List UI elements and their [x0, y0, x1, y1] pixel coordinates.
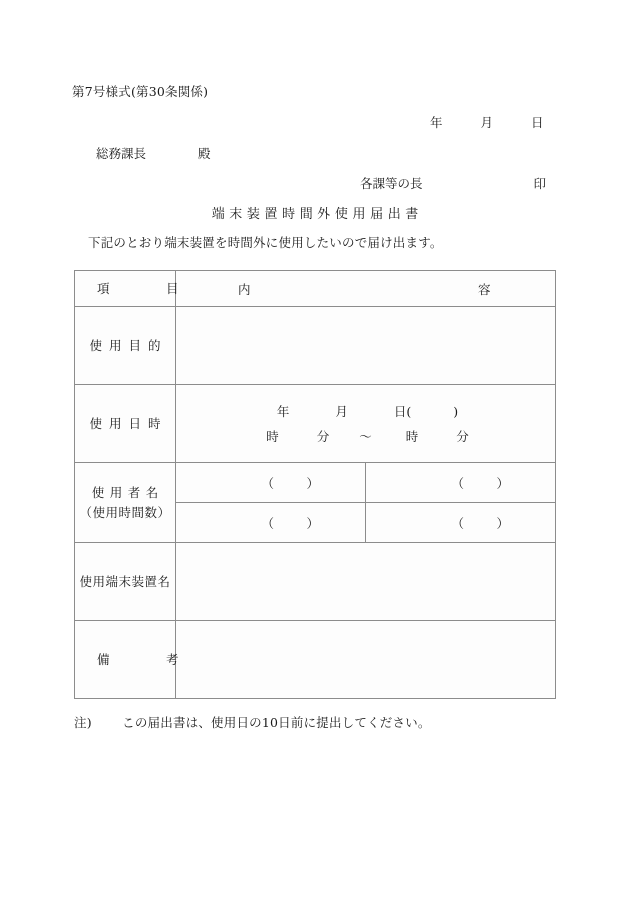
- footnote-text: この届出書は、使用日の10日前に提出してください。: [122, 715, 431, 730]
- addressee-title: 総務課長: [96, 146, 147, 161]
- user-paren-1-2: [366, 474, 555, 492]
- user-paren-2-2: [366, 514, 555, 532]
- date-year: 年: [430, 115, 443, 130]
- user-paren-1-1: [176, 474, 365, 492]
- label-user-hours: （使用時間数）: [79, 504, 171, 520]
- value-cell-remarks[interactable]: [176, 621, 556, 699]
- document-title: 端末装置時間外使用届出書: [211, 207, 423, 222]
- label-cell-device: [75, 543, 176, 621]
- table-header-row: [75, 271, 556, 307]
- row-device-name: [75, 543, 556, 621]
- label-cell-user-name: [75, 463, 176, 543]
- header-content-kanji-1: 内: [238, 281, 251, 297]
- dt-day-open: 日(: [393, 403, 412, 419]
- date-day: 日: [530, 115, 544, 130]
- dt-tilde: ～: [359, 428, 372, 444]
- user-cell-1-2[interactable]: [366, 463, 556, 503]
- label-user-name: 使用者名: [91, 485, 164, 501]
- addressee-line: [96, 144, 211, 162]
- label-datetime: 使用日時: [89, 415, 168, 431]
- row-datetime: [75, 385, 556, 463]
- dt-hour-from: 時: [266, 428, 279, 444]
- user-cell-2-1[interactable]: [176, 503, 366, 543]
- label-purpose: 使用目的: [89, 337, 168, 353]
- dt-month: 月: [335, 403, 348, 419]
- row-remarks: [75, 621, 556, 699]
- dt-year: 年: [276, 403, 290, 419]
- paren-text: （ ）: [451, 475, 519, 491]
- datetime-line-date: [180, 399, 555, 424]
- label-cell-purpose: [75, 307, 176, 385]
- paren-text: （ ）: [261, 475, 329, 491]
- paren-text: （ ）: [261, 515, 329, 531]
- addressee-honorific: 殿: [197, 146, 211, 161]
- label-device: 使用端末装置名: [79, 573, 171, 589]
- user-paren-2-1: [176, 514, 365, 532]
- row-purpose: [75, 307, 556, 385]
- dt-minute-from: 分: [316, 428, 330, 444]
- header-content-kanji-2: 容: [478, 281, 491, 297]
- value-cell-purpose[interactable]: [176, 307, 556, 385]
- issuer-line: [360, 174, 546, 192]
- paren-text: （ ）: [451, 515, 519, 531]
- dt-minute-to: 分: [456, 428, 469, 444]
- header-item-label: 項 目: [97, 280, 201, 296]
- form-code: 第7号様式(第30条関係): [72, 84, 209, 99]
- datetime-fields: [176, 399, 555, 449]
- date-month: 月: [480, 115, 493, 130]
- header-cell-item: [75, 271, 201, 307]
- issuer-title: 各課等の長: [360, 176, 423, 191]
- row-user-name-1: [75, 463, 556, 503]
- seal-mark: 印: [533, 176, 546, 191]
- header-cell-content: [176, 271, 556, 307]
- value-cell-datetime[interactable]: [176, 385, 556, 463]
- label-remarks: 備 考: [97, 651, 201, 667]
- datetime-line-time: [180, 424, 555, 449]
- application-table: [74, 270, 556, 699]
- user-cell-1-1[interactable]: [176, 463, 366, 503]
- label-cell-datetime: [75, 385, 176, 463]
- dt-hour-to: 時: [405, 428, 419, 444]
- value-cell-device[interactable]: [176, 543, 556, 621]
- footnote: [74, 713, 431, 731]
- lead-text: 下記のとおり端末装置を時間外に使用したいので届け出ます。: [88, 235, 443, 250]
- user-cell-2-2[interactable]: [366, 503, 556, 543]
- date-line: [430, 113, 543, 131]
- label-cell-remarks: [75, 621, 201, 699]
- footnote-marker: 注): [74, 715, 92, 730]
- dt-weekday-close: ): [453, 403, 459, 419]
